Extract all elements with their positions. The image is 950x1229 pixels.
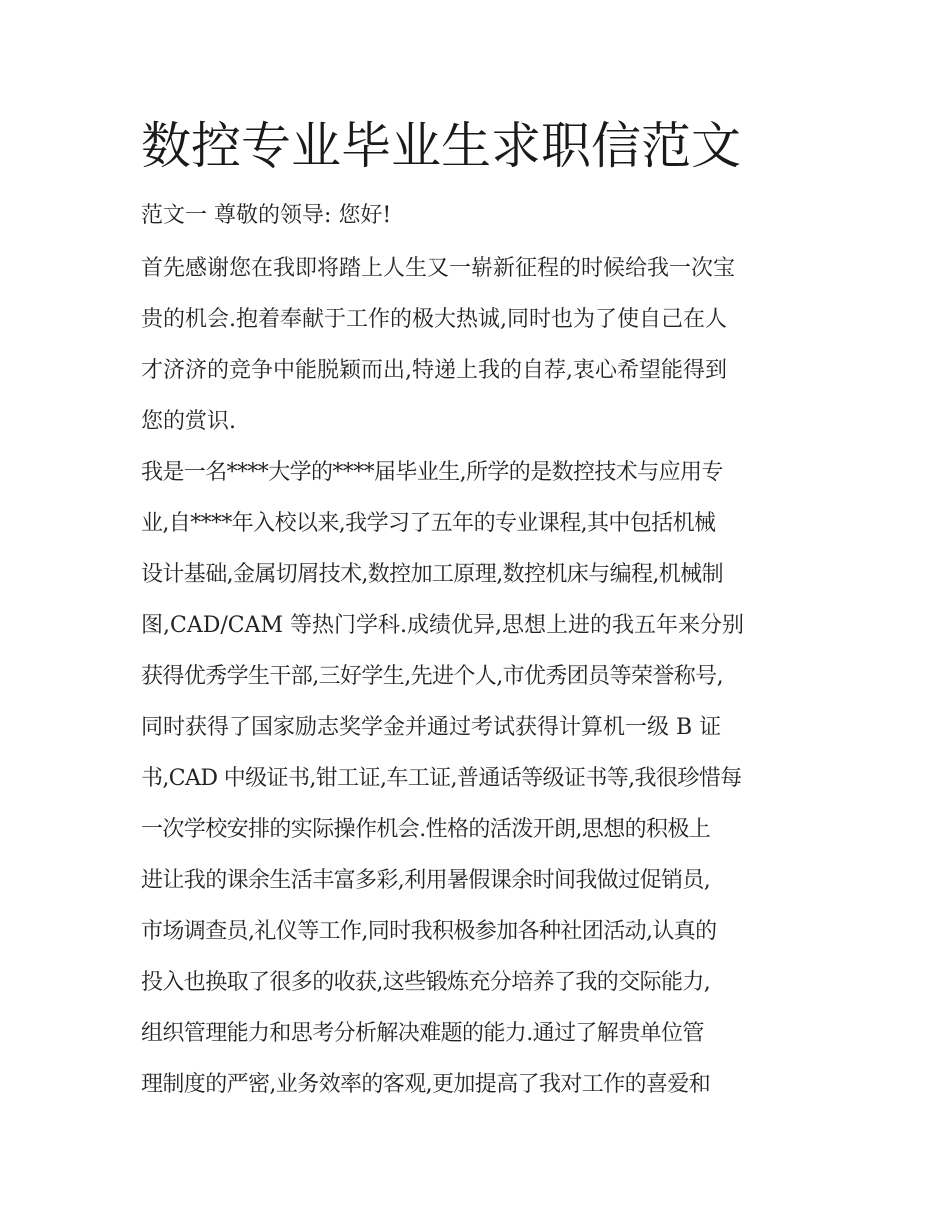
paragraph-line: 进让我的课余生活丰富多彩,利用暑假课余时间我做过促销员, [141, 868, 711, 893]
paragraph-line: 贵的机会.抱着奉献于工作的极大热诚,同时也为了使自己在人 [141, 307, 727, 332]
paragraph-line: 获得优秀学生干部,三好学生,先进个人,市优秀团员等荣誉称号, [141, 664, 723, 689]
document-title: 数控专业毕业生求职信范文 [141, 117, 741, 175]
document-page [141, 116, 813, 1110]
paragraph-line: 设计基础,金属切屑技术,数控加工原理,数控机床与编程,机械制 [141, 562, 723, 587]
paragraph-line: 书,CAD 中级证书,钳工证,车工证,普通话等级证书等,我很珍惜每 [141, 766, 742, 791]
paragraph-line: 一次学校安排的实际操作机会.性格的活泼开朗,思想的积极上 [141, 817, 711, 842]
paragraph-line: 同时获得了国家励志奖学金并通过考试获得计算机一级 B 证 [141, 715, 722, 740]
paragraph-line: 图,CAD/CAM 等热门学科.成绩优异,思想上进的我五年来分别 [141, 613, 744, 638]
paragraph-line: 组织管理能力和思考分析解决难题的能力.通过了解贵单位管 [141, 1021, 704, 1046]
paragraph-line: 理制度的严密,业务效率的客观,更加提高了我对工作的喜爱和 [141, 1072, 711, 1097]
paragraph-line: 您的赏识. [141, 409, 236, 434]
paragraph-line: 才济济的竞争中能脱颖而出,特递上我的自荐,衷心希望能得到 [141, 358, 727, 383]
paragraph-line: 业,自****年入校以来,我学习了五年的专业课程,其中包括机械 [141, 511, 716, 536]
salutation-line: 范文一 尊敬的领导: 您好! [141, 203, 392, 228]
paragraph-line: 投入也换取了很多的收获,这些锻炼充分培养了我的交际能力, [141, 970, 711, 995]
paragraph-line: 首先感谢您在我即将踏上人生又一崭新征程的时候给我一次宝 [141, 256, 736, 281]
paragraph-line: 市场调查员,礼仪等工作,同时我积极参加各种社团活动,认真的 [141, 919, 717, 944]
paragraph-line: 我是一名****大学的****届毕业生,所学的是数控技术与应用专 [141, 460, 723, 485]
